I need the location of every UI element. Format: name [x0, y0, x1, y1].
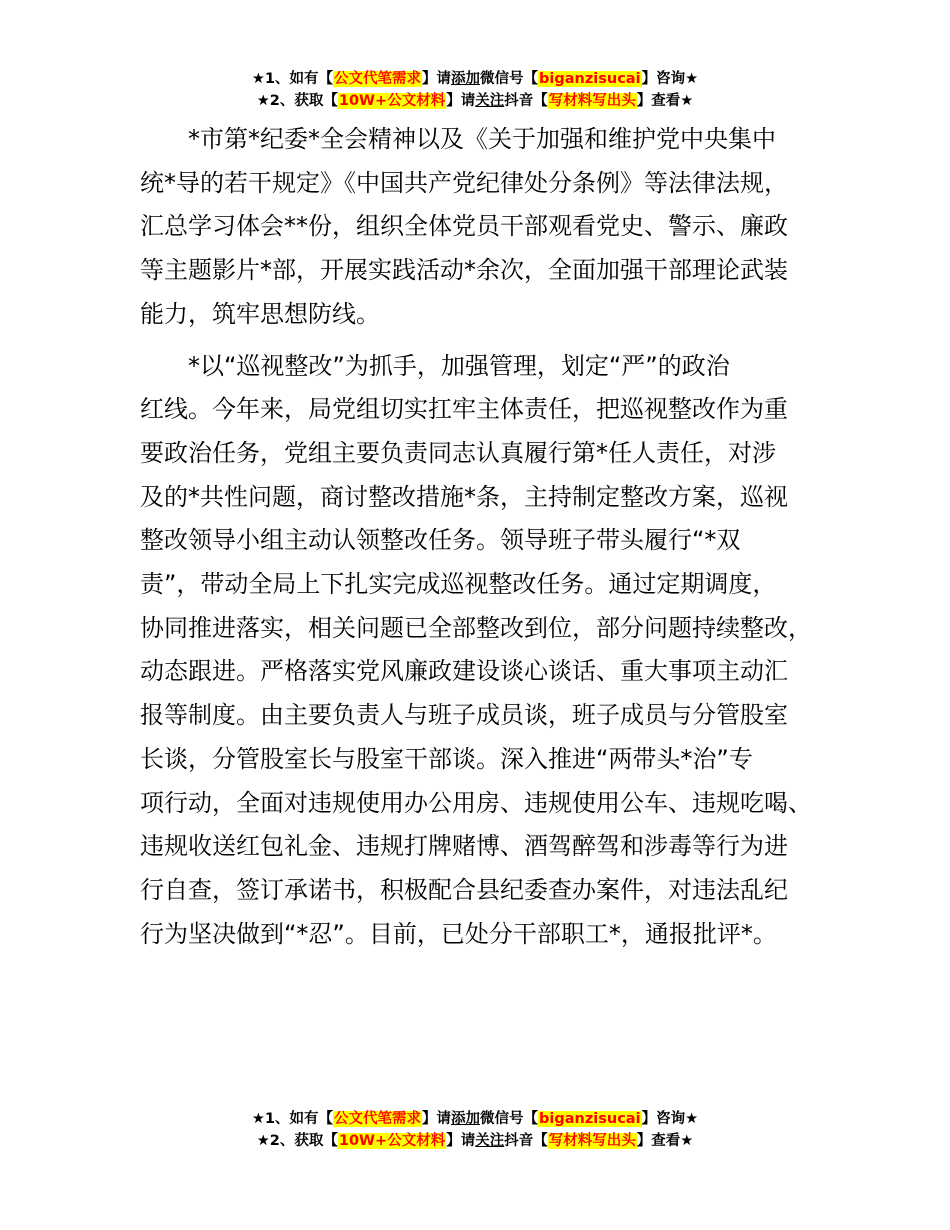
- banner-text: ★2、获取【: [256, 1133, 338, 1149]
- banner-text: ★1、如有【: [251, 1111, 334, 1127]
- banner-text: 】请: [422, 71, 452, 87]
- banner-emphasis: 关注: [475, 93, 505, 109]
- banner-text: 】查看★: [636, 93, 694, 109]
- text-line: 协同推进落实，相关问题已全部整改到位，部分问题持续整改，: [140, 613, 812, 642]
- text-line: 等主题影片*部，开展实践活动*余次，全面加强干部理论武装: [140, 256, 788, 285]
- text-line: 长谈，分管股室长与股室干部谈。深入推进“两带头*治”专: [140, 744, 753, 773]
- banner-text: 抖音【: [504, 93, 548, 109]
- banner-text: 】请: [446, 1133, 476, 1149]
- paragraph-study: [140, 118, 835, 337]
- highlight-douyin-account: 写材料写出头: [548, 1133, 636, 1149]
- text-line: 动态跟进。严格落实党风廉政建设谈心谈话、重大事项主动汇: [140, 657, 788, 686]
- text-line: 整改领导小组主动认领整改任务。领导班子带头履行“*双: [140, 526, 741, 555]
- banner-emphasis: 关注: [475, 1133, 505, 1149]
- text-line: 汇总学习体会**份，组织全体党员干部观看党史、警示、廉政: [140, 212, 788, 241]
- paragraph-inspection-rectification: [140, 345, 835, 957]
- banner-emphasis: 添加: [451, 71, 481, 87]
- text-line: 报等制度。由主要负责人与班子成员谈，班子成员与分管股室: [140, 701, 788, 730]
- text-line: 项行动，全面对违规使用办公用房、违规使用公车、违规吃喝、: [140, 788, 812, 817]
- text-line: 行为坚决做到“*忍”。目前，已处分干部职工*，通报批评*。: [140, 919, 777, 948]
- highlight-wechat-id: biganzisucai: [539, 71, 641, 87]
- banner-text: 】请: [422, 1111, 452, 1127]
- banner-text: 抖音【: [504, 1133, 548, 1149]
- banner-text: 微信号【: [480, 71, 539, 87]
- highlight-materials: 10W+公文材料: [338, 93, 446, 109]
- banner-line-1: [0, 1108, 950, 1130]
- text-line: 能力，筑牢思想防线。: [140, 299, 380, 328]
- text-line: *以“巡视整改”为抓手，加强管理，划定“严”的政治: [140, 351, 730, 380]
- text-line: 及的*共性问题，商讨整改措施*条，主持制定整改方案，巡视: [140, 482, 788, 511]
- text-line: 红线。今年来，局党组切实扛牢主体责任，把巡视整改作为重: [140, 395, 788, 424]
- banner-line-1: [0, 68, 950, 90]
- highlight-douyin-account: 写材料写出头: [548, 93, 636, 109]
- banner-text: 】咨询★: [641, 1111, 699, 1127]
- highlight-service: 公文代笔需求: [334, 1111, 422, 1127]
- banner-emphasis: 添加: [451, 1111, 481, 1127]
- text-line: 统*导的若干规定》《中国共产党纪律处分条例》等法律法规，: [140, 168, 788, 197]
- text-line: 要政治任务，党组主要负责同志认真履行第*任人责任，对涉: [140, 438, 776, 467]
- header-banner: [0, 68, 950, 112]
- banner-line-2: [0, 90, 950, 112]
- banner-text: ★1、如有【: [251, 71, 334, 87]
- highlight-wechat-id: biganzisucai: [539, 1111, 641, 1127]
- banner-text: 】咨询★: [641, 71, 699, 87]
- document-body: [140, 118, 835, 956]
- banner-text: ★2、获取【: [256, 93, 338, 109]
- banner-line-2: [0, 1130, 950, 1152]
- text-line: 责”，带动全局上下扎实完成巡视整改任务。通过定期调度，: [140, 570, 777, 599]
- text-line: *市第*纪委*全会精神以及《关于加强和维护党中央集中: [140, 125, 776, 153]
- highlight-materials: 10W+公文材料: [338, 1133, 446, 1149]
- highlight-service: 公文代笔需求: [334, 71, 422, 87]
- text-line: 违规收送红包礼金、违规打牌赌博、酒驾醉驾和涉毒等行为进: [140, 832, 788, 861]
- banner-text: 】请: [446, 93, 476, 109]
- text-line: 行自查，签订承诺书，积极配合县纪委查办案件，对违法乱纪: [140, 875, 788, 904]
- banner-text: 微信号【: [480, 1111, 539, 1127]
- banner-text: 】查看★: [636, 1133, 694, 1149]
- footer-banner: [0, 1108, 950, 1152]
